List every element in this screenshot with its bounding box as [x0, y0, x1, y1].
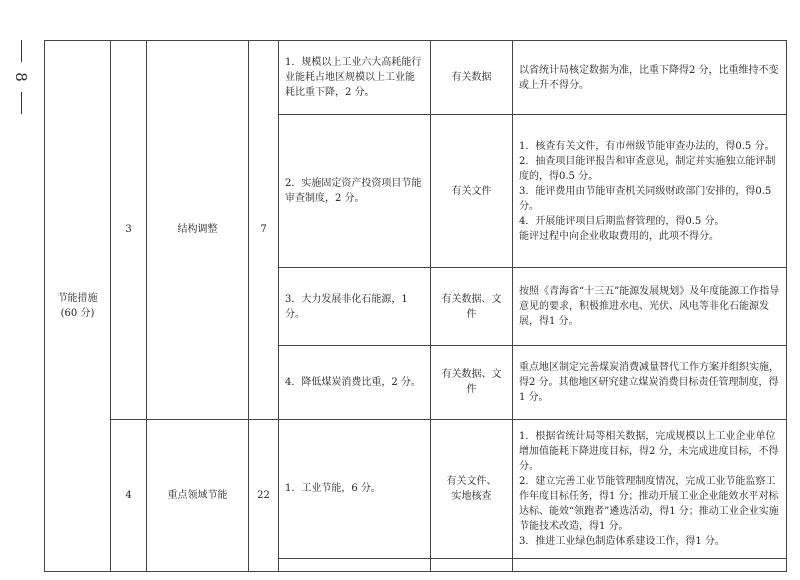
section-index: 3: [111, 41, 147, 420]
standard-line: 1．根据省统计局等相关数据，完成规模以上工业企业单位增加值能耗下降进度目标，得2 分，未完成进度目标，不得分。: [519, 430, 779, 472]
standard-line: 3．推进工业绿色制造体系建设工作，得1 分。: [519, 535, 725, 547]
material-cell: [431, 419, 513, 559]
category-score: (60 分): [60, 308, 95, 319]
material-line: 实地核查: [451, 490, 492, 502]
section-name: 结构调整: [147, 41, 249, 420]
criterion-cell-continued: [279, 559, 431, 572]
page-number: 8: [11, 72, 30, 82]
material-cell-continued: [431, 559, 513, 572]
standard-line: 2．建立完善工业节能管理制度情况，完成工业节能监察工作年度目标任务，得1 分；推动开展工业企业能效水平对标达标、能效“领跑者”遴选活动，得1 分；推动工业企业实施节能技术改造，得1 分。: [519, 475, 779, 532]
standard-cell: [513, 41, 787, 115]
table-row: [45, 419, 787, 559]
assessment-table: [44, 40, 787, 572]
material-line: 有关文件、: [446, 475, 497, 487]
standard-line: 2．抽查项目能评报告和审查意见，制定并实施独立能评制度的，得0.5 分。: [519, 155, 776, 182]
page-number-dash-bottom: [21, 92, 22, 114]
criterion-cell: 1．工业节能，6 分。: [279, 419, 431, 559]
criterion-cell: 3．大力发展非化石能源，1 分。: [279, 268, 431, 345]
standard-cell: [513, 345, 787, 419]
criterion-cell: 4．降低煤炭消费比重，2 分。: [279, 345, 431, 419]
material-cell: 有关数据: [431, 41, 513, 115]
material-cell: 有关数据、文件: [431, 268, 513, 345]
standard-cell: [513, 115, 787, 268]
standard-line: 3．能评费用由节能审查机关同级财政部门安排的，得0.5 分。: [519, 185, 772, 212]
standard-line: 以省统计局核定数据为准，比重下降得2 分，比重维持不变或上升不得分。: [519, 64, 779, 91]
table-row: [45, 41, 787, 115]
section-points: 7: [249, 41, 279, 420]
standard-line: 按照《青海省“十三五”能源发展规划》及年度能源工作指导意见的要求，积极推进水电、光伏、风电等非化石能源发展，得1 分。: [519, 286, 780, 327]
material-cell: 有关数据、文件: [431, 345, 513, 419]
standard-cell: [513, 419, 787, 559]
section-index: 4: [111, 419, 147, 571]
section-points: 22: [249, 419, 279, 571]
page-number-dash-top: [21, 40, 22, 62]
section-name: 重点领域节能: [147, 419, 249, 571]
standard-line: 重点地区制定完善煤炭消费减量替代工作方案并组织实施，得2 分。其他地区研究建立煤炭消费目标责任管理制度，得1 分。: [519, 361, 779, 403]
standard-line: 能评过程中向企业收取费用的，此项不得分。: [519, 230, 719, 242]
standard-line: 1．核查有关文件，有市州级节能审查办法的，得0.5 分。: [519, 140, 775, 152]
criterion-cell: 2．实施固定资产投资项目节能审查制度，2 分。: [279, 115, 431, 268]
category-cell: [45, 41, 111, 572]
criterion-cell: 1．规模以上工业六大高耗能行业能耗占地区规模以上工业能耗比重下降，2 分。: [279, 41, 431, 115]
page-number-marker: [8, 40, 34, 130]
material-cell: 有关文件: [431, 115, 513, 268]
standard-line: 4．开展能评项目后期监督管理的，得0.5 分。: [519, 215, 725, 227]
category-label: 节能措施: [57, 293, 98, 304]
standard-cell-continued: [513, 559, 787, 572]
standard-cell: [513, 268, 787, 345]
